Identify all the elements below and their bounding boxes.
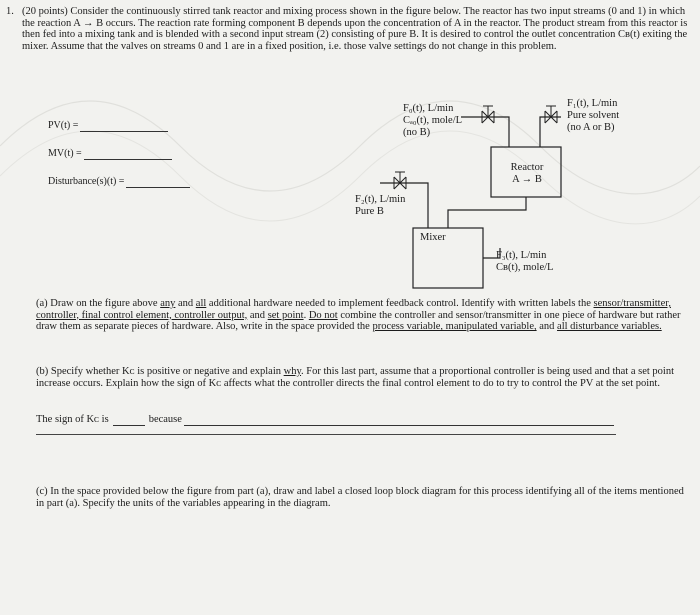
part-c-text: (c) In the space provided below the figure from part (a), draw and label a closed loop block diagram for this process identifying all of the items mentioned in part (a). Specify the units of the variables appearing in the diagram. — [36, 486, 684, 509]
part-b-answer-line: The sign of Kᴄ is because — [36, 414, 636, 426]
part-b-text: (b) Specify whether Kᴄ is positive or negative and explain why. For this last part, assume that a proportional controller is being used and that a set point increase occurs. Explain how the sign of Kᴄ affects what the controller directs the final control element to do to try to control the PV at the set point. — [36, 366, 674, 389]
answer-line-2[interactable] — [36, 434, 616, 435]
because-blank[interactable] — [184, 425, 614, 426]
stream2-label: F₂(t), L/min Pure B — [355, 194, 406, 217]
part-a-text: (a) Draw on the figure above any and all additional hardware needed to implement feedback control. Identify with written labels the sensor/transmitter, controller, final control element, controller output, and set point. Do not combine the controller and sensor/transmitter in one piece of hardware but rather draw them as separate pieces of hardware. Also, write in the space provided the process variable, manipulated variable, and all disturbance variables. — [36, 298, 681, 333]
disturbance-label: Disturbance(s)(t) = — [48, 176, 190, 188]
stream1-label: F₁(t), L/min Pure solvent (no A or B) — [567, 98, 620, 133]
reactor-outlet-pipe — [448, 197, 526, 228]
question-number: 1. — [6, 6, 14, 17]
sign-blank[interactable] — [113, 425, 145, 426]
valve-stream1-icon — [545, 106, 557, 123]
mv-label: MV(t) = — [48, 148, 172, 160]
stream0-pipe — [461, 117, 509, 147]
question-intro: (20 points) Consider the continuously stirred tank reactor and mixing process shown in the figure below. The reactor has two input streams (0 and 1) in which the reaction A → B occurs. The reaction rate forming component B depends upon the concentration of A in the reactor. The product stream from this reactor is then fed into a mixing tank and is blended with a second input stream (2) consisting of pure B. It is desired to control the outlet concentration Cʙ(t) exiting the mixer. Assume that the valves on streams 0 and 1 are in a fixed position, i.e. those valve settings do not change in this problem. — [22, 6, 688, 52]
pv-label: PV(t) = — [48, 120, 168, 132]
valve-stream0-icon — [482, 106, 494, 123]
stream0-label: F₀(t), L/min Cₐ₀(t), mole/L (no B) — [403, 103, 463, 138]
mixer-label: Mixer — [420, 232, 446, 243]
reactor-label: Reactor A → B — [510, 162, 544, 185]
outlet-label: F₃(t), L/min Cʙ(t), mole/L — [496, 250, 554, 273]
valve-stream2-icon — [394, 172, 406, 189]
stream1-pipe — [540, 117, 561, 147]
